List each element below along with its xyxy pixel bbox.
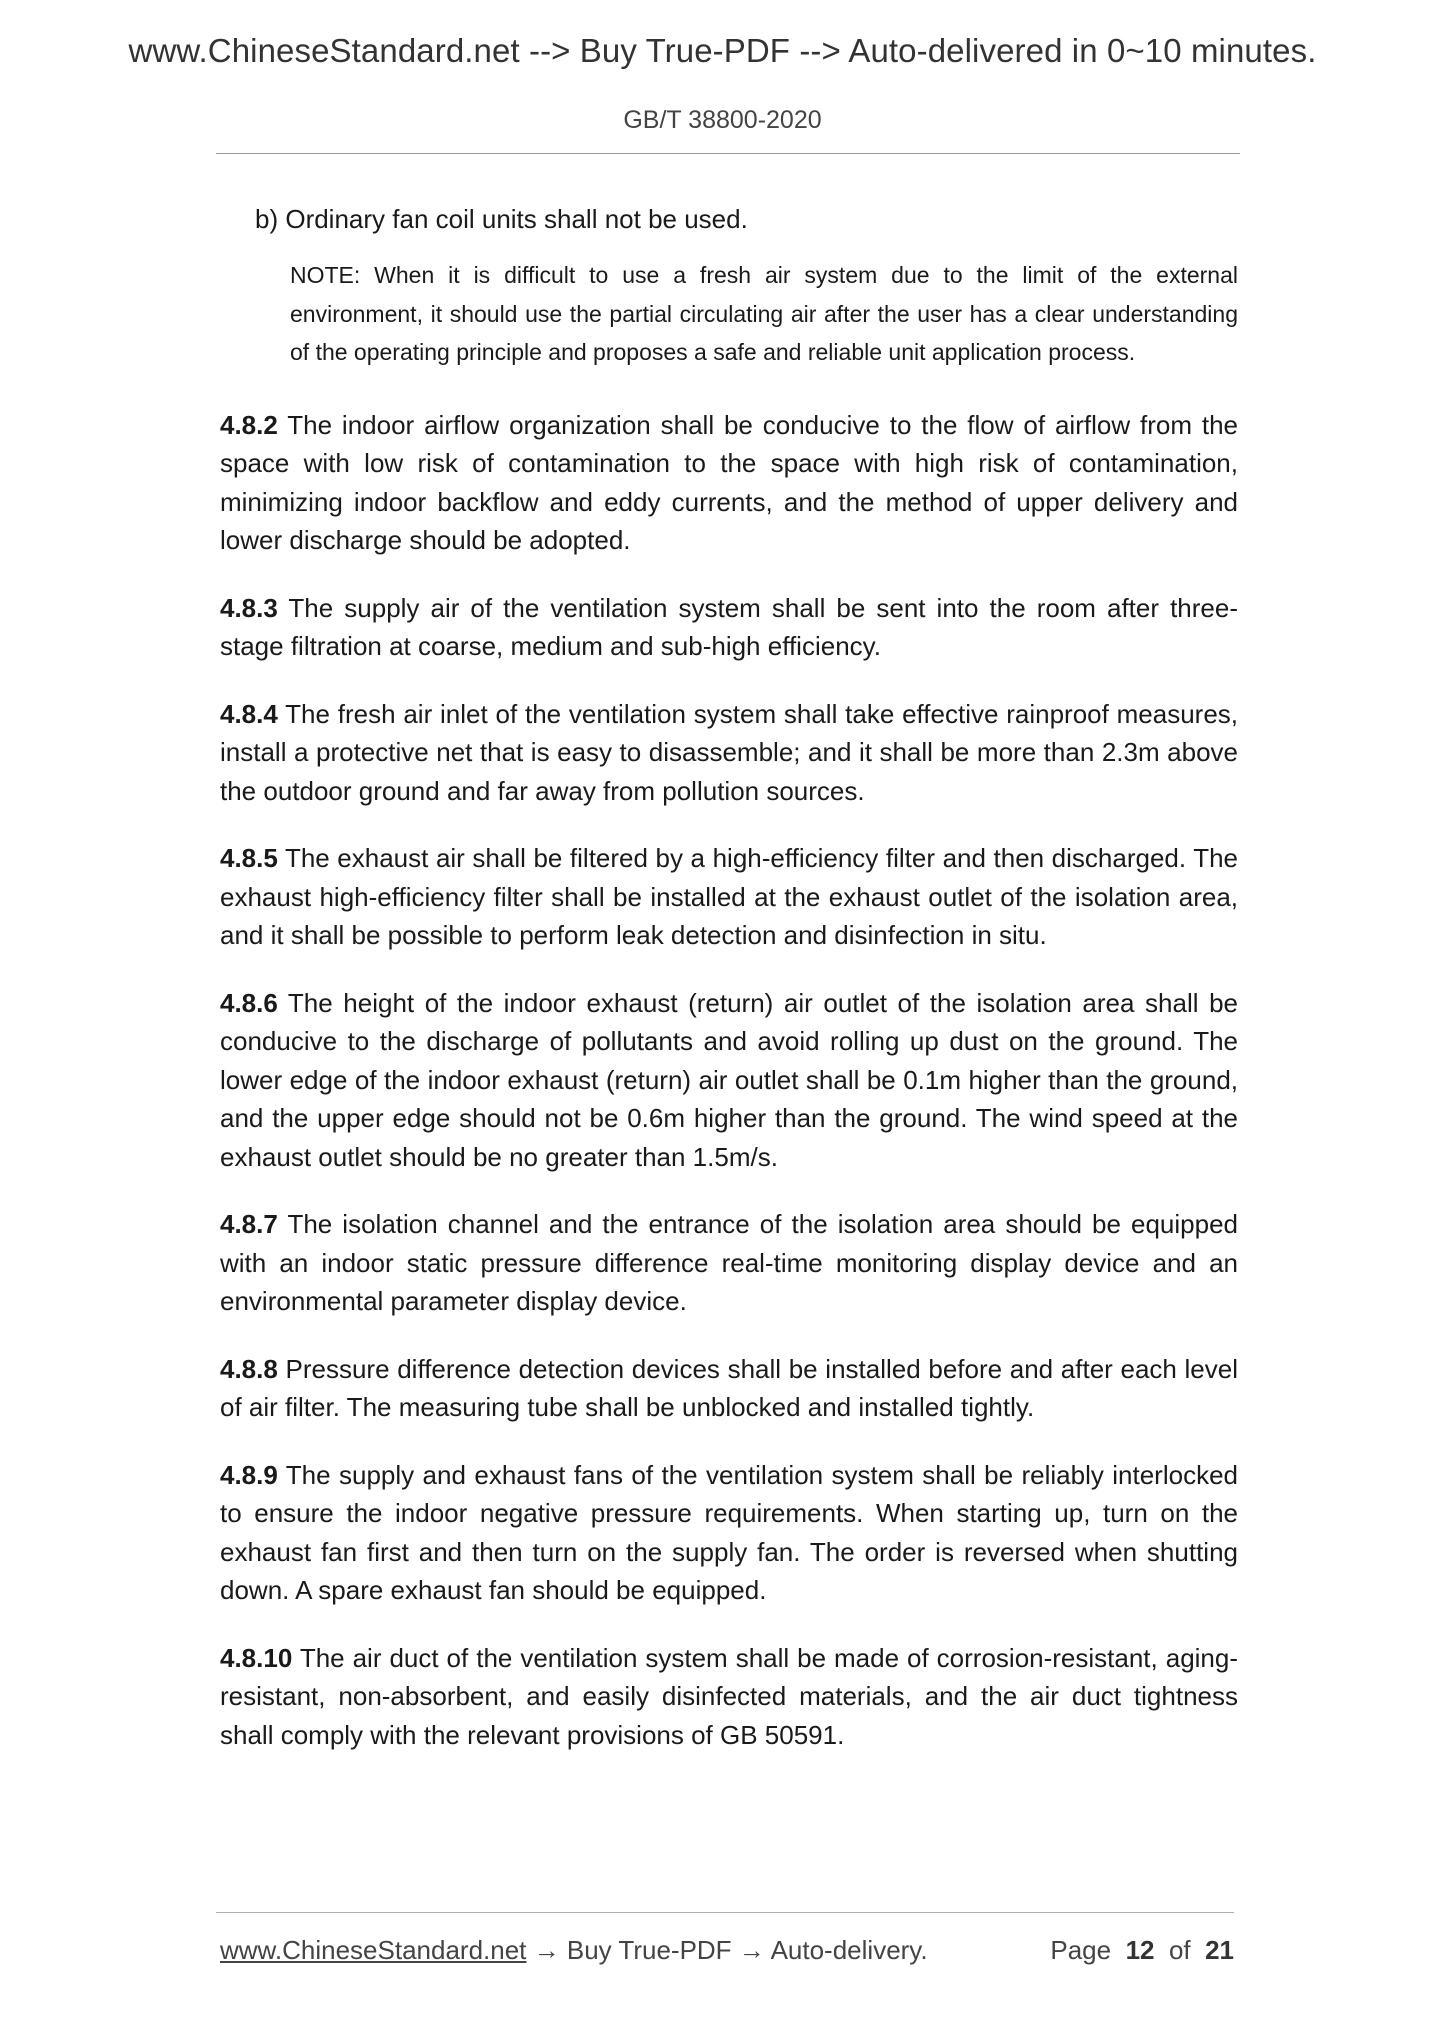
clause-number: 4.8.3 [220,592,278,623]
clause-text: The indoor airflow organization shall be conducive to the flow of airflow from the space with low risk of contamination to the space with high risk of contamination, minimizing indoor backflow and eddy currents, and the method of upper delivery and lower discharge should be adopted. [220,409,1238,555]
document-body [220,200,1238,1783]
page-indicator [1050,1932,1234,1968]
clause-text: The air duct of the ventilation system shall be made of corrosion-resistant, aging-resistant, non-absorbent, and easily disinfected materials, and the air duct tightness shall comply with the relevant provisions of GB 50591. [220,1642,1239,1750]
footer-site-link[interactable]: www.ChineseStandard.net [220,1935,527,1965]
clause-number: 4.8.9 [220,1459,278,1490]
clause-number: 4.8.4 [220,698,278,729]
clause-4-8-5 [220,839,1238,955]
clause-4-8-10 [220,1639,1238,1755]
clause-number: 4.8.10 [220,1642,293,1673]
clause-text: The isolation channel and the entrance of the isolation area should be equipped with an indoor static pressure difference real-time monitoring display device and an environmental parameter display device. [220,1209,1238,1316]
clause-4-8-6 [220,984,1238,1177]
clause-text: The supply and exhaust fans of the ventilation system shall be reliably interlocked to ensure the indoor negative pressure requirements. When starting up, turn on the exhaust fan first and then turn on the supply fan. The order is reversed when shutting down. A spare exhaust fan should be equipped. [220,1459,1238,1605]
clause-4-8-3 [220,589,1238,666]
clause-number: 4.8.7 [220,1209,278,1239]
clause-text: The exhaust air shall be filtered by a high-efficiency filter and then discharged. The exhaust high-efficiency filter shall be installed at the exhaust outlet of the isolation area, and it shall be possible to perform leak detection and disinfection in situ. [220,843,1238,950]
clause-text: The supply air of the ventilation system shall be sent into the room after three-stage filtration at coarse, medium and sub-high efficiency. [220,592,1238,661]
page-total: 21 [1205,1935,1234,1965]
clause-number: 4.8.6 [220,987,278,1018]
clause-number: 4.8.5 [220,843,278,873]
header-divider [216,153,1240,154]
clause-4-8-7 [220,1205,1238,1321]
clause-4-8-4 [220,695,1238,811]
clause-text: The fresh air inlet of the ventilation system shall take effective rainproof measures, install a protective net that is easy to disassemble; and it shall be more than 2.3m above the outdoor ground and far away from pollution sources. [220,698,1238,806]
clause-text: Pressure difference detection devices shall be installed before and after each level of air filter. The measuring tube shall be unblocked and installed tightly. [220,1353,1238,1422]
top-banner: www.ChineseStandard.net --> Buy True-PDF --> Auto-delivered in 0~10 minutes. [128,32,1317,69]
footer-divider [216,1912,1234,1913]
page-footer [220,1932,1234,1968]
note-paragraph: NOTE: When it is difficult to use a fresh air system due to the limit of the external environment, it should use the partial circulating air after the user has a clear understanding of the operating principle and proposes a safe and reliable unit application process. [290,262,1238,365]
clause-number: 4.8.8 [220,1353,278,1384]
clause-4-8-8 [220,1350,1238,1427]
list-item-b: b) Ordinary fan coil units shall not be used. [255,204,748,234]
page-of: of [1168,1935,1191,1965]
clause-text: The height of the indoor exhaust (return) air outlet of the isolation area shall be conducive to the discharge of pollutants and avoid rolling up dust on the ground. The lower edge of the indoor exhaust (return) air outlet shall be 0.1m higher than the ground, and the upper edge should not be 0.6m higher than the ground. The wind speed at the exhaust outlet should be no greater than 1.5m/s. [220,987,1238,1172]
clause-4-8-2 [220,406,1238,560]
clause-number: 4.8.2 [220,409,278,440]
standard-code: GB/T 38800-2020 [623,106,822,134]
page-current: 12 [1125,1935,1155,1965]
clause-4-8-9 [220,1456,1238,1610]
page-label: Page [1050,1935,1112,1965]
footer-text: → Buy True-PDF → Auto-delivery. [526,1935,928,1965]
